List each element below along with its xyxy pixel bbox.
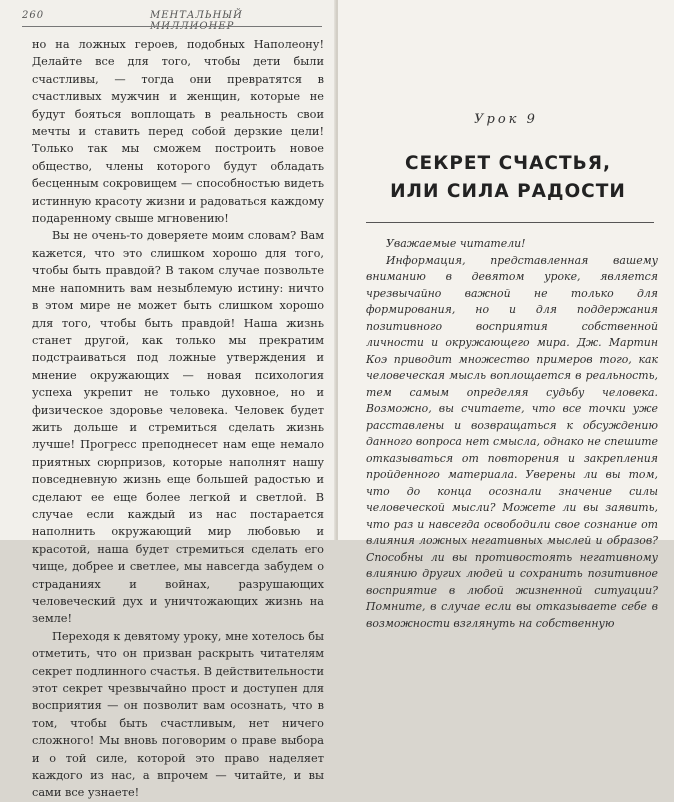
running-title: МЕНТАЛЬНЫЙ	[150, 10, 243, 21]
chapter-title	[378, 150, 638, 206]
running-head	[22, 10, 322, 24]
paragraph: Переходя к девятому уроку, мне хотелось бы отметить, что он призван раскрыть читателям секрет подлинного счастья. В действительности этот секрет чрезвычайно прост и доступен для восприятия — он позволит вам осознать, что в том, чтобы быть счастливым, нет ничего сложного! Мы вновь поговорим о праве выбора и о той силе, которой это право наделяет каждого из нас, а впрочем — читайте, и вы сами все узнаете!	[32, 629, 324, 800]
title-rule	[366, 222, 654, 223]
paragraph: но на ложных героев, подобных Наполеону! Делайте все для того, чтобы дети были счастливы, — тогда они превратятся в счастливых мужчин и женщин, которые не будут бояться воплощать в реальность свои мечты и ставить перед собой дерзкие цели! Только так мы сможем построить новое общество, члены которого будут обладать бесценным сокровищем — способностью видеть истинную красоту жизни и радоваться каждому подаренному свыше мгновению!	[32, 38, 324, 226]
paragraph: Информация, представленная вашему вниманию в девятом уроке, является чрезвычайно важной не только для формирования, но и для поддержания позитивного восприятия собственной личности и окружающего мира. Дж. Мартин Коэ приводит множество примеров того, как человеческая мысль воплощается в реальность, тем самым определяя судьбу человека. Возможно, вы считаете, что все точки уже расставлены и возвращаться к обсуждению данного вопроса нет смысла, однако не спешите отказываться от повторения и закрепления пройденного материала. Уверены ли вы том, что до конца осознали значение силы человеческой мысли? Можете ли вы заявить, что раз и навсегда освободили свое сознание от влияния ложных негативных мыслей и образов? Способны ли вы противостоять негативному влиянию других людей и сохранить позитивное восприятие в любой жизненной ситуации? Помните, в случае если вы отказываете себе в возможности взглянуть на собственную	[366, 253, 658, 630]
right-page	[338, 0, 674, 630]
chapter-title-line-1: СЕКРЕТ СЧАСТЬЯ,	[404, 153, 611, 174]
intro-text	[366, 236, 658, 632]
lesson-label: Урок 9	[474, 112, 538, 127]
paragraph: Вы не очень-то доверяете моим словам? Вам кажется, что это слишком хорошо для того, чтобы быть правдой? В таком случае позвольте мне напомнить вам незыблемую истину: ничто в этом мире не может быть слишком хорошо для того, чтобы быть правдой! Наша жизнь станет другой, как только мы прекратим подстраиваться под ложные утверждения и мнение окружающих — новая психология успеха укрепит не только духовное, но и физическое здоровье человека. Человек будет жить дольше и стремиться сделать жизнь лучше! Прогресс преподнесет нам еще немало приятных сюрпризов, которые наполнят нашу повседневную жизнь еще большей радостью и сделают ее еще более легкой и светлой. В случае если каждый из нас постарается наполнить окружающий мир любовью и красотой, наша будет стремиться сделать его чище, добрее и светлее, мы навсегда забудем о страданиях и войнах, разрушающих человеческий дух и уничтожающих жизнь на земле!	[32, 229, 324, 626]
header-rule	[22, 26, 322, 27]
left-body-text	[32, 36, 324, 802]
page-number: 260	[22, 10, 45, 21]
chapter-title-line-2: ИЛИ СИЛА РАДОСТИ	[390, 181, 626, 202]
left-page	[0, 0, 336, 800]
greeting: Уважаемые читатели!	[386, 237, 526, 250]
